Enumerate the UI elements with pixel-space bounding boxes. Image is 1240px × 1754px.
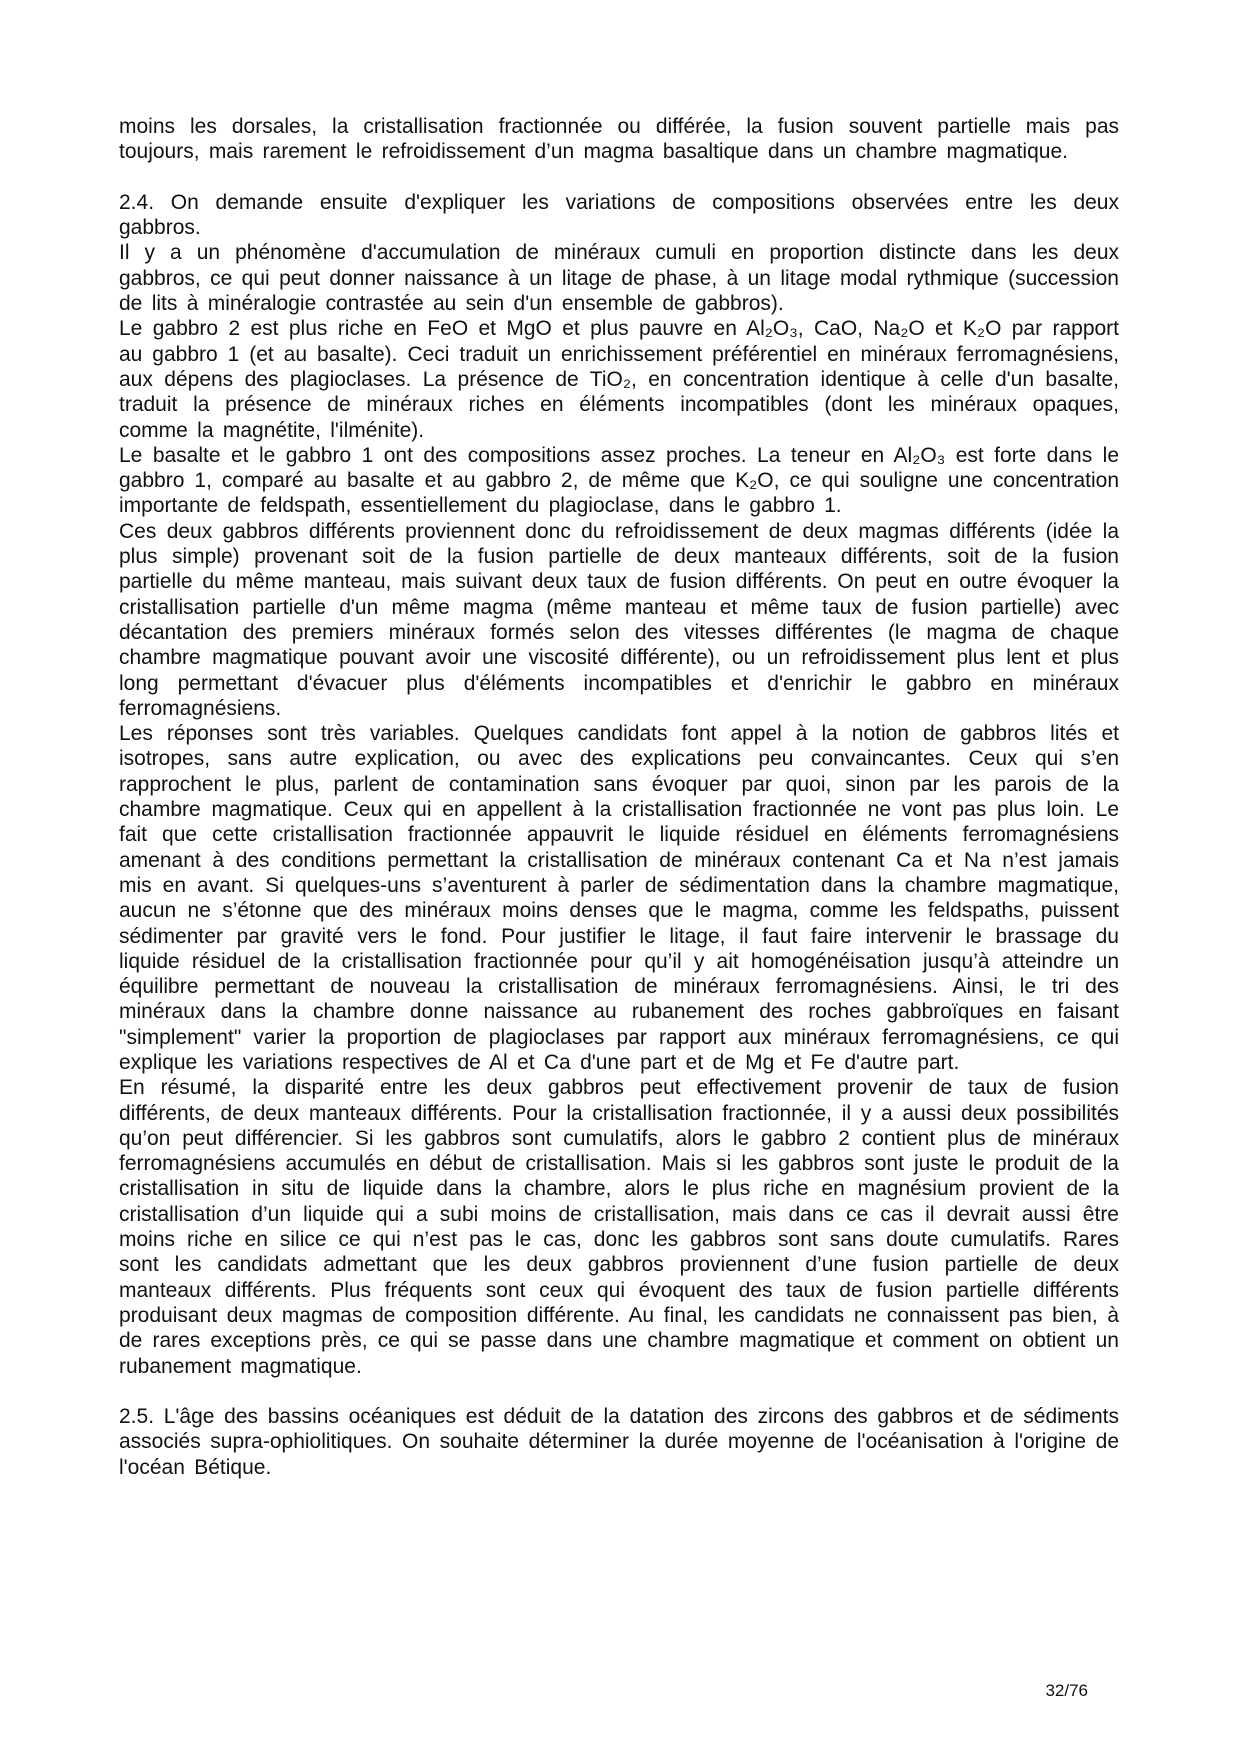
paragraph-en-resume: En résumé, la disparité entre les deux gabbros peut effectivement provenir de taux de fusion différents, de deux manteaux différents. Pour la cristallisation fractionnée, il y a aussi deux possibilités qu’on peut différencier. Si les gabbros sont cumulatifs, alors le gabbro 2 contient plus de minéraux ferromagnésiens accumulés en début de cristallisation. Mais si les gabbros sont juste le produit de la cristallisation in situ de liquide dans la chambre, alors le plus riche en magnésium provient de la cristallisation d’un liquide qui a subi moins de cristallisation, mais dans ce cas il devrait aussi être moins riche en silice ce qui n’est pas le cas, donc les gabbros sont sans doute cumulatifs. Rares sont les candidats admettant que les deux gabbros proviennent d’une fusion partielle de deux manteaux différents. Plus fréquents sont ceux qui évoquent des taux de fusion partielle différents produisant deux magmas de composition différente. Au final, les candidats ne connaissent pas bien, à de rares exceptions près, ce qui se passe dans une chambre magmatique et comment on obtient un rubanement magmatique. [119, 1076, 1119, 1378]
section-2-5-paragraph: 2.5. L'âge des bassins océaniques est déduit de la datation des zircons des gabbros et de sédiments associés supra-ophiolitiques. On souhaite déterminer la durée moyenne de l'océanisation à l'origine de l'océan Bétique. [119, 1405, 1119, 1479]
paragraph-accumulation: Il y a un phénomène d'accumulation de minéraux cumuli en proportion distincte dans les deux gabbros, ce qui peut donner naissance à un litage de phase, à un litage modal rythmique (succession de lits à minéralogie contrastée au sein d'un ensemble de gabbros). [119, 241, 1119, 316]
paragraph-reponses-candidats: Les réponses sont très variables. Quelques candidats font appel à la notion de gabbros lités et isotropes, sans autre explication, ou avec des explications peu convaincantes. Ceux qui s’en rapprochent le plus, parlent de contamination sans évoquer par quoi, sinon par les parois de la chambre magmatique. Ceux qui en appellent à la cristallisation fractionnée ne vont pas plus loin. Le fait que cette cristallisation fractionnée appauvrit le liquide résiduel en éléments ferromagnésiens amenant à des conditions permettant la cristallisation de minéraux contenant Ca et Na n’est jamais mis en avant. Si quelques-uns s’aventurent à parler de sédimentation dans la chambre magmatique, aucun ne s’étonne que des minéraux moins denses que le magma, comme les feldspaths, puissent sédimenter par gravité vers le fond. Pour justifier le litage, il faut faire intervenir le brassage du liquide résiduel de la cristallisation fractionnée pour qu’il y ait homogénéisation jusqu’à atteindre un équilibre permettant de nouveau la cristallisation de minéraux ferromagnésiens. Ainsi, le tri des minéraux dans la chambre donne naissance au rubanement des roches gabbroïques en faisant "simplement" varier la proportion de plagioclases par rapport aux minéraux ferromagnésiens, ce qui explique les variations respectives de Al et Ca d'une part et de Mg et Fe d'autre part. [119, 722, 1119, 1074]
section-2-4-paragraph: 2.4. On demande ensuite d'expliquer les variations de compositions observées entre les deux gabbros. [119, 190, 1119, 240]
paragraph-continuation: moins les dorsales, la cristallisation fractionnée ou différée, la fusion souvent partielle mais pas toujours, mais rarement le refroidissement d’un magma basaltique dans un chambre magmatique. [119, 115, 1119, 164]
page-number: 32/76 [1045, 1681, 1088, 1700]
paragraph-basalte-gabbro-1: Le basalte et le gabbro 1 ont des compositions assez proches. La teneur en Al₂O₃ est forte dans le gabbro 1, comparé au basalte et au gabbro 2, de même que K₂O, ce qui souligne une concentration importante de feldspath, essentiellement du plagioclase, dans le gabbro 1. [119, 443, 1119, 518]
paragraph-deux-magmas: Ces deux gabbros différents proviennent donc du refroidissement de deux magmas différents (idée la plus simple) provenant soit de la fusion partielle de deux manteaux différents, soit de la fusion partielle du même manteau, mais suivant deux taux de fusion différents. On peut en outre évoquer la cristallisation partielle d'un même magma (même manteau et même taux de fusion partielle) avec décantation des premiers minéraux formés selon des vitesses différentes (le magma de chaque chambre magmatique pouvant avoir une viscosité différente), ou un refroidissement plus lent et plus long permettant d'évacuer plus d'éléments incompatibles et d'enrichir le gabbro en minéraux ferromagnésiens. [119, 519, 1119, 720]
page-body-text [119, 114, 1119, 1480]
paragraph-gabbro-2-composition: Le gabbro 2 est plus riche en FeO et MgO et plus pauvre en Al₂O₃, CaO, Na₂O et K₂O par rapport au gabbro 1 (et au basalte). Ceci traduit un enrichissement préférentiel en minéraux ferromagnésiens, aux dépens des plagioclases. La présence de TiO₂, en concentration identique à celle d'un basalte, traduit la présence de minéraux riches en éléments incompatibles (dont les minéraux opaques, comme la magnétite, l'ilménite). [119, 317, 1119, 442]
